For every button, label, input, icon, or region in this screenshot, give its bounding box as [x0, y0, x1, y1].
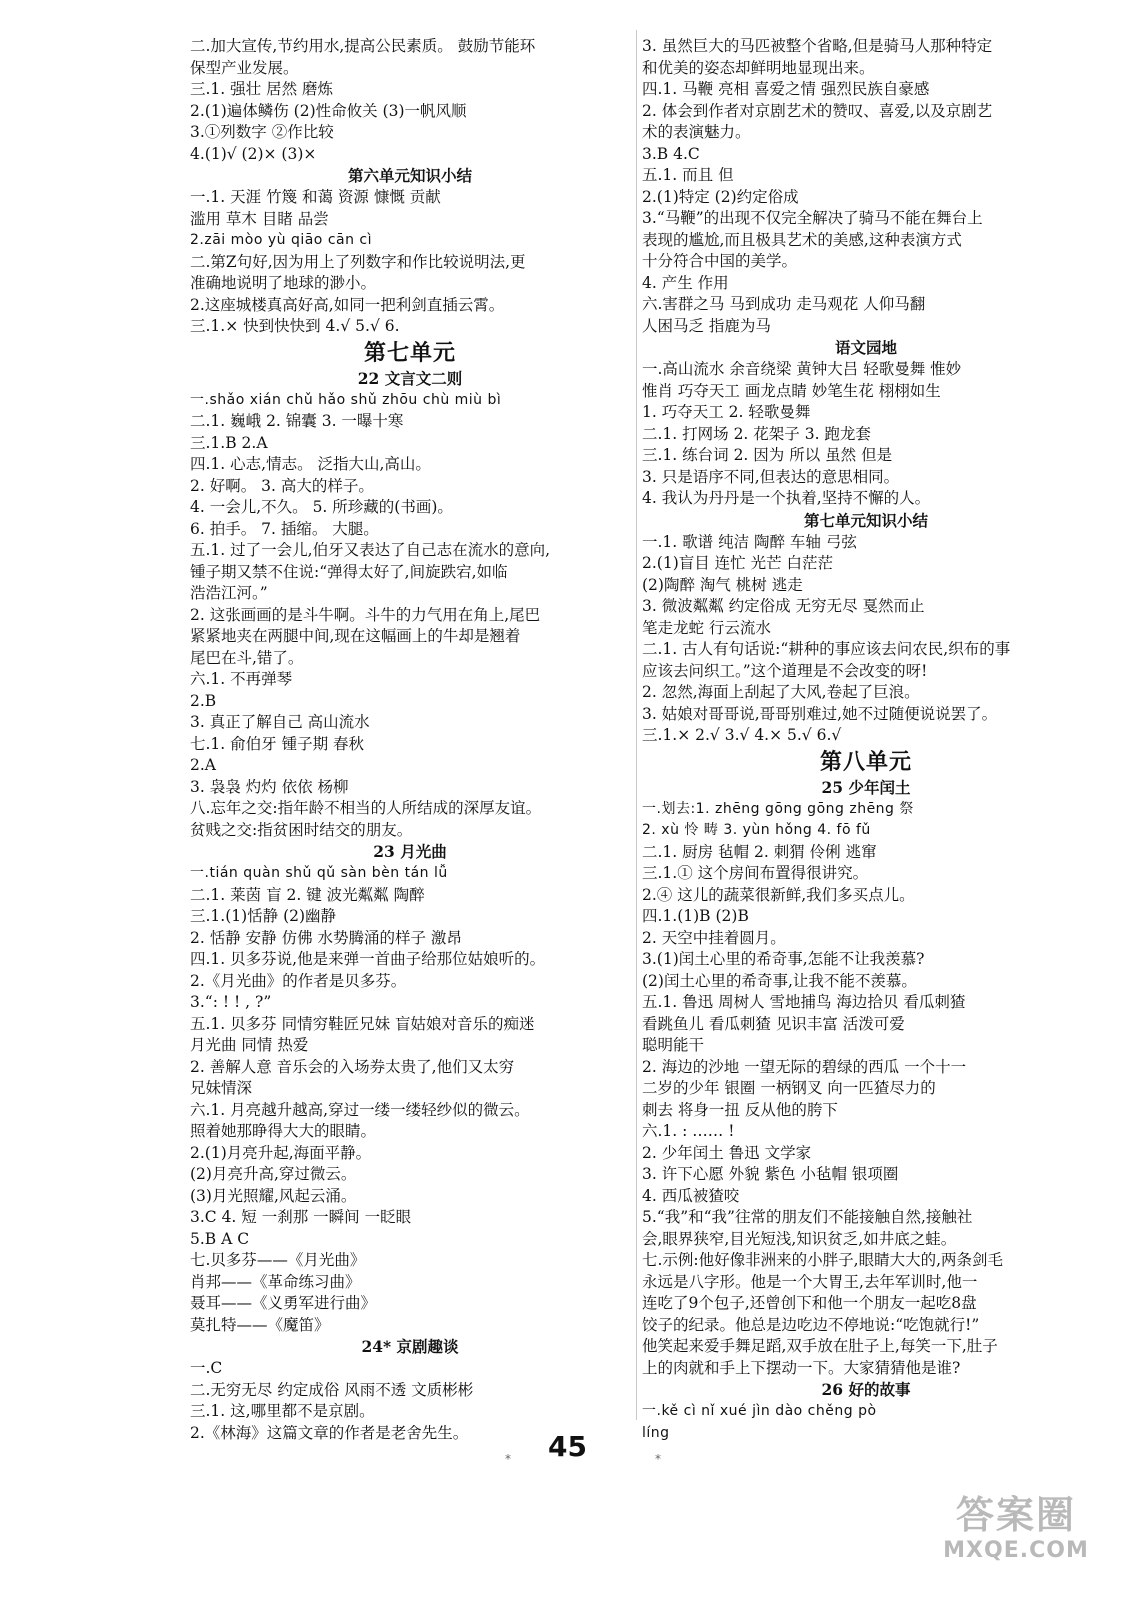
- page-number: 45: [548, 1430, 587, 1463]
- left-answer-line: 聂耳——《义勇军进行曲》: [190, 1294, 377, 1312]
- left-answer-line: 六.1. 月亮越升越高,穿过一缕一缕轻纱似的微云。: [190, 1100, 530, 1119]
- left-answer-line: 三.1. 强壮 居然 磨炼: [190, 80, 333, 98]
- left-answer-line: 锺子期又禁不住说:“弹得太好了,间旋跌宕,如临: [190, 562, 508, 581]
- left-answer-line: 一.1. 天涯 竹篾 和蔼 资源 慷慨 贡献: [190, 188, 441, 206]
- right-answer-line: 5.“我”和“我”往常的朋友们不能接触自然,接触社: [642, 1208, 973, 1226]
- left-answer-line: 七.1. 俞伯牙 锺子期 春秋: [190, 734, 364, 753]
- right-answer-line: 3. 姑娘对哥哥说,哥哥别难过,她不过随便说说罢了。: [642, 704, 998, 723]
- left-answer-line: 滥用 草木 目睹 品尝: [190, 209, 329, 228]
- right-unit-heading: 第八单元: [819, 748, 912, 775]
- left-answer-line: (3)月光照耀,风起云涌。: [190, 1186, 357, 1205]
- right-answer-line: 七.示例:他好像非洲来的小胖子,眼睛大大的,两条剑毛: [642, 1251, 1004, 1269]
- left-answer-line: 二.无穷无尽 约定成俗 风雨不透 文质彬彬: [190, 1380, 474, 1399]
- left-answer-line: 五.1. 贝多芬 同情穷鞋匠兄妹 盲姑娘对音乐的痴迷: [190, 1014, 535, 1033]
- left-answer-line: 4.(1)√ (2)× (3)×: [190, 144, 317, 163]
- left-answer-line: 三.1.B 2.A: [190, 433, 268, 452]
- left-lesson-title: 23 月光曲: [373, 842, 447, 861]
- left-answer-line: 2. 好啊。 3. 高大的样子。: [190, 476, 374, 495]
- left-answer-line: 6. 拍手。 7. 插缩。 大腿。: [190, 519, 379, 538]
- right-answer-line: 3.B 4.C: [642, 144, 700, 163]
- left-answer-line: 紧紧地夹在两腿中间,现在这幅画上的牛却是翘着: [190, 627, 521, 645]
- right-answer-line: 四.1. 马鞭 亮相 喜爱之情 强烈民族自豪感: [642, 80, 930, 98]
- right-column: [642, 36, 1090, 1444]
- left-answer-line: 贫贱之交:指贫困时结交的朋友。: [190, 820, 413, 839]
- left-answer-line: 四.1. 心志,情志。 泛指大山,高山。: [190, 455, 431, 473]
- left-answer-line: 3.①列数字 ②作比较: [190, 123, 334, 141]
- right-answer-line: 三.1. 练台词 2. 因为 所以 虽然 但是: [642, 446, 893, 464]
- left-answer-line: 5.B A C: [190, 1229, 250, 1248]
- right-answer-line: 六.1. : …… !: [642, 1122, 735, 1140]
- left-answer-line: 准确地说明了地球的渺小。: [190, 274, 377, 292]
- left-answer-line: 2.这座城楼真高好高,如同一把利剑直插云霄。: [190, 295, 505, 314]
- left-answer-line: 照着她那睁得大大的眼睛。: [190, 1122, 377, 1140]
- right-answer-line: 3. 虽然巨大的马匹被整个省略,但是骑马人那种特定: [642, 37, 993, 55]
- right-answer-line: 二.1. 打网场 2. 花架子 3. 跑龙套: [642, 424, 871, 443]
- left-answer-line: 四.1. 贝多芬说,他是来弹一首曲子给那位姑娘听的。: [190, 950, 546, 968]
- left-answer-line: 月光曲 同情 热爱: [190, 1036, 309, 1054]
- left-answer-line: 一.C: [190, 1359, 223, 1377]
- right-answer-line: 2. 天空中挂着圆月。: [642, 928, 786, 947]
- left-pinyin-line: 一.tián quàn shǔ qǔ sàn bèn tán lǚ: [190, 865, 448, 881]
- left-answer-line: 2.B: [190, 691, 217, 710]
- right-answer-line: 四.1.(1)B (2)B: [642, 907, 749, 925]
- right-answer-line: 3.“马鞭”的出现不仅完全解决了骑马不能在舞台上: [642, 209, 983, 227]
- right-lesson-title: 26 好的故事: [821, 1380, 911, 1399]
- left-answer-line: 七.贝多芬——《月光曲》: [190, 1251, 366, 1269]
- right-answer-line: 五.1. 而且 但: [642, 166, 734, 184]
- left-answer-line: 尾巴在斗,错了。: [190, 648, 304, 667]
- left-answer-line: 二.1. 巍峨 2. 锦囊 3. 一曝十寒: [190, 412, 404, 430]
- left-answer-line: 肖邦——《革命练习曲》: [190, 1272, 361, 1291]
- right-answer-line: 五.1. 鲁迅 周树人 雪地捕鸟 海边拾贝 看瓜刺猹: [642, 993, 966, 1011]
- right-answer-line: 三.1.① 这个房间布置得很讲究。: [642, 864, 869, 882]
- left-answer-line: 三.1.× 快到快快到 4.√ 5.√ 6.: [190, 317, 400, 335]
- watermark-title: 答案圈: [955, 1493, 1076, 1537]
- left-answer-line: 2. 这张画画的是斗牛啊。斗牛的力气用在角上,尾巴: [190, 605, 541, 624]
- right-answer-line: 2. 少年闰土 鲁迅 文学家: [642, 1143, 812, 1162]
- left-answer-line: 2. 恬静 安静 仿佛 水势腾涌的样子 激昂: [190, 928, 462, 947]
- left-pinyin-line: 2.zāi mòo yù qiāo cān cì: [190, 232, 373, 248]
- right-answer-line: 3. 微波粼粼 约定俗成 无穷无尽 戛然而止: [642, 597, 925, 615]
- right-answer-line: 三.1.× 2.√ 3.√ 4.× 5.√ 6.√: [642, 726, 842, 744]
- right-answer-line: 应该去问织工。”这个道理是不会改变的呀!: [642, 661, 928, 680]
- left-answer-line: 八.忘年之交:指年龄不相当的人所结成的深厚友谊。: [190, 799, 542, 817]
- left-answer-line: 二.第Z句好,因为用上了列数字和作比较说明法,更: [190, 252, 526, 271]
- left-answer-line: 六.1. 不再弹琴: [190, 670, 293, 688]
- left-answer-line: 兄妹情深: [190, 1079, 253, 1097]
- left-answer-line: 2.(1)遍体鳞伤 (2)性命攸关 (3)一帆风顺: [190, 101, 467, 120]
- right-answer-line: 连吃了9个包子,还曾创下和他一个朋友一起吃8盘: [642, 1294, 977, 1312]
- left-answer-line: 2. 善解人意 音乐会的入场券太贵了,他们又太穷: [190, 1057, 515, 1076]
- left-answer-line: 二.加大宣传,节约用水,提高公民素质。 鼓励节能环: [190, 37, 536, 55]
- right-answer-line: 六.害群之马 马到成功 走马观花 人仰马翻: [642, 295, 926, 313]
- right-answer-line: 2.(1)盲目 连忙 光芒 白茫茫: [642, 554, 834, 572]
- right-answer-line: 刺去 将身一扭 反从他的胯下: [642, 1100, 838, 1119]
- left-answer-line: 保型产业发展。: [190, 58, 299, 77]
- right-answer-line: 二.1. 厨房 毡帽 2. 刺猬 伶俐 逃窜: [642, 842, 877, 861]
- left-answer-line: 2.《林海》这篇文章的作者是老舍先生。: [190, 1423, 469, 1442]
- left-answer-line: 二.1. 莱茵 盲 2. 键 波光粼粼 陶醉: [190, 885, 425, 904]
- right-answer-line: 二.1. 古人有句话说:“耕种的事应该去问农民,织布的事: [642, 640, 1011, 658]
- left-answer-line: 3. 真正了解自己 高山流水: [190, 713, 370, 731]
- right-answer-line: 聪明能干: [642, 1036, 705, 1054]
- right-pinyin-line: 2. xù 怜 畴 3. yùn hǒng 4. fō fǔ: [642, 822, 871, 838]
- left-section-heading: 第六单元知识小结: [347, 166, 472, 185]
- right-pinyin-line: líng: [642, 1424, 670, 1441]
- right-answer-line: 2. 海边的沙地 一望无际的碧绿的西瓜 一个十一: [642, 1057, 967, 1076]
- right-answer-line: 4. 我认为丹丹是一个执着,坚持不懈的人。: [642, 489, 931, 507]
- right-answer-line: 术的表演魅力。: [642, 123, 751, 141]
- left-answer-line: 2.(1)月亮升起,海面平静。: [190, 1143, 372, 1162]
- right-answer-line: 3. 只是语序不同,但表达的意思相同。: [642, 467, 900, 486]
- right-answer-line: 永远是八字形。他是一个大胃王,去年军训时,他一: [642, 1272, 978, 1291]
- left-answer-line: 4. 一会儿,不久。 5. 所珍藏的(书画)。: [190, 498, 453, 516]
- left-answer-line: 五.1. 过了一会儿,伯牙又表达了自己志在流水的意向,: [190, 541, 550, 559]
- right-answer-line: 4. 产生 作用: [642, 273, 729, 292]
- left-answer-line: 3.“: ! ! , ?”: [190, 993, 272, 1011]
- right-answer-line: 十分符合中国的美学。: [642, 252, 798, 270]
- left-column: [190, 36, 630, 1444]
- right-answer-line: 2. 体会到作者对京剧艺术的赞叹、喜爱,以及京剧艺: [642, 101, 993, 120]
- right-answer-line: 饺子的纪录。他总是边吃边不停地说:“吃饱就行!”: [642, 1315, 980, 1334]
- right-answer-line: 看跳鱼儿 看瓜刺猹 见识丰富 活泼可爱: [642, 1014, 905, 1033]
- right-answer-line: 惟肖 巧夺天工 画龙点睛 妙笔生花 栩栩如生: [642, 381, 941, 400]
- left-answer-line: 2.《月光曲》的作者是贝多芬。: [190, 971, 407, 990]
- left-answer-line: 3. 袅袅 灼灼 依依 杨柳: [190, 777, 349, 796]
- left-answer-line: 三.1. 这,哪里都不是京剧。: [190, 1402, 375, 1420]
- right-answer-line: 会,眼界狭窄,目光短浅,知识贫乏,如井底之蛙。: [642, 1229, 957, 1248]
- right-answer-line: (2)陶醉 淘气 桃树 逃走: [642, 575, 803, 594]
- right-answer-line: 人困马乏 指鹿为马: [642, 316, 771, 335]
- right-section-heading: 语文园地: [834, 338, 897, 357]
- left-answer-line: (2)月亮升高,穿过微云。: [190, 1165, 357, 1183]
- right-answer-line: 2. 忽然,海面上刮起了大风,卷起了巨浪。: [642, 683, 920, 701]
- right-pinyin-line: 一.划去:1. zhēng gōng gōng zhēng 祭: [642, 800, 914, 817]
- right-pinyin-line: 一.kě cì nǐ xué jìn dào chěng pò: [642, 1403, 877, 1419]
- right-answer-line: 上的肉就和手上下摆动一下。大家猜猜他是谁?: [642, 1358, 961, 1377]
- right-answer-line: 3.(1)闰土心里的希奇事,怎能不让我羡慕?: [642, 950, 925, 968]
- right-answer-line: 2.(1)特定 (2)约定俗成: [642, 187, 799, 206]
- right-answer-line: 一.高山流水 余音绕梁 黄钟大吕 轻歌曼舞 惟妙: [642, 360, 962, 378]
- right-answer-line: 表现的尴尬,而且极具艺术的美感,这种表演方式: [642, 230, 962, 249]
- right-answer-line: 和优美的姿态却鲜明地显现出来。: [642, 58, 875, 77]
- left-answer-line: 三.1.(1)恬静 (2)幽静: [190, 907, 337, 925]
- star-right-icon: *: [655, 1452, 661, 1466]
- right-section-heading: 第七单元知识小结: [803, 510, 928, 530]
- left-answer-line: 3.C 4. 短 一刹那 一瞬间 一眨眼: [190, 1208, 412, 1226]
- right-answer-line: 笔走龙蛇 行云流水: [642, 618, 771, 637]
- right-answer-line: 他笑起来爱手舞足蹈,双手放在肚子上,每笑一下,肚子: [642, 1337, 998, 1355]
- right-answer-line: 二岁的少年 银圈 一柄钢叉 向一匹猹尽力的: [642, 1079, 936, 1097]
- page-footer: [0, 1430, 1136, 1470]
- left-answer-line: 莫扎特——《魔笛》: [190, 1315, 330, 1334]
- right-answer-line: 4. 西瓜被猹咬: [642, 1186, 740, 1205]
- left-lesson-title: 22 文言文二则: [357, 368, 463, 388]
- right-answer-line: 1. 巧夺天工 2. 轻歌曼舞: [642, 403, 811, 421]
- left-pinyin-line: 一.shǎo xián chǔ hǎo shǔ zhōu chù miù bì: [190, 391, 502, 408]
- column-divider: [636, 30, 637, 1420]
- left-answer-line: 浩浩江河。”: [190, 584, 268, 602]
- right-answer-line: 3. 许下心愿 外貌 紫色 小毡帽 银项圈: [642, 1165, 899, 1183]
- left-unit-heading: 第七单元: [363, 339, 456, 366]
- watermark-url: MXQE.COM: [943, 1538, 1089, 1563]
- right-answer-line: (2)闰土心里的希奇事,让我不能不羡慕。: [642, 971, 917, 990]
- left-answer-line: 2.A: [190, 756, 216, 774]
- left-lesson-title: 24* 京剧趣谈: [361, 1337, 459, 1356]
- right-answer-line: 2.④ 这儿的蔬菜很新鲜,我们多买点儿。: [642, 885, 915, 904]
- right-answer-line: 一.1. 歌谱 纯洁 陶醉 车轴 弓弦: [642, 532, 857, 551]
- watermark-logo: [916, 1492, 1116, 1572]
- right-lesson-title: 25 少年闰土: [821, 777, 911, 797]
- star-left-icon: *: [505, 1452, 511, 1466]
